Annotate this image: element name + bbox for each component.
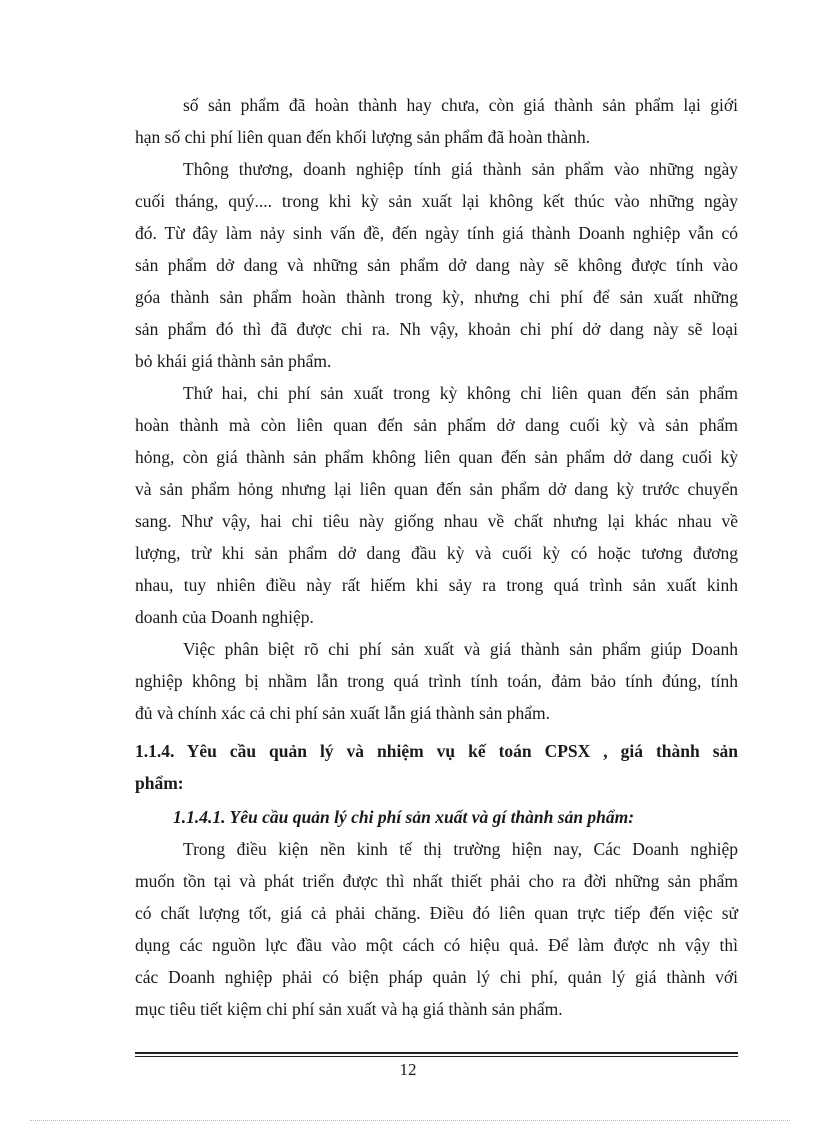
footer-rule-thin — [135, 1056, 738, 1057]
text-line: nghiệp không bị nhầm lẫn trong quá trình tính toán, đảm bảo tính đúng, tính — [135, 671, 738, 691]
text-line: cuối tháng, quý.... trong khi kỳ sản xuất lại không kết thúc vào những ngày — [135, 191, 738, 211]
text-line: muốn tồn tại và phát triển được thì nhất thiết phải cho ra đời những sản phẩm — [135, 871, 738, 891]
text-line: lượng, trừ khi sản phẩm dở dang đầu kỳ và cuối kỳ có hoặc tương đương — [135, 543, 738, 563]
body-text — [135, 89, 738, 1025]
text-line: dụng các nguồn lực đầu vào một cách có hiệu quả. Để làm được nh vậy thì — [135, 935, 738, 955]
text-line: Thứ hai, chi phí sản xuất trong kỳ không chỉ liên quan đến sản phẩm — [183, 383, 738, 403]
text-line: sản phẩm đó thì đã được chi ra. Nh vậy, khoản chi phí dở dang này sẽ loại — [135, 319, 738, 339]
text-line: góa thành sản phẩm hoàn thành trong kỳ, nhưng chi phí để sản xuất những — [135, 287, 738, 307]
text-line: Việc phân biệt rõ chi phí sản xuất và giá thành sản phẩm giúp Doanh — [183, 639, 738, 659]
section-heading-line-2: phẩm: — [135, 773, 184, 793]
text-line: hỏng, còn giá thành sản phẩm không liên quan đến sản phẩm dở dang cuối kỳ — [135, 447, 738, 467]
subsection-heading: 1.1.4.1. Yêu cầu quản lý chi phí sản xuất và gí thành sản phẩm: — [173, 807, 635, 827]
text-line: bỏ khái giá thành sản phẩm. — [135, 351, 332, 371]
page-number: 12 — [399, 1060, 417, 1079]
text-line: Trong điều kiện nền kinh tế thị trường hiện nay, Các Doanh nghiệp — [183, 839, 738, 859]
text-line: có chất lượng tốt, giá cả phải chăng. Điều đó liên quan trực tiếp đến việc sử — [135, 903, 738, 923]
text-line: số sản phẩm đã hoàn thành hay chưa, còn giá thành sản phẩm lại giới — [183, 95, 738, 115]
text-line: sang. Như vậy, hai chỉ tiêu này giống nhau về chất nhưng lại khác nhau về — [135, 511, 738, 531]
text-line: Thông thương, doanh nghiệp tính giá thành sản phẩm vào những ngày — [183, 159, 738, 179]
text-line: hoàn thành mà còn liên quan đến sản phẩm dở dang cuối kỳ và sản phẩm — [135, 415, 738, 435]
text-line: và sản phẩm hỏng nhưng lại liên quan đến sản phẩm dở dang kỳ trước chuyển — [135, 479, 738, 499]
text-line: hạn số chi phí liên quan đến khối lượng sản phẩm đã hoàn thành. — [135, 127, 591, 147]
text-line: đủ và chính xác cả chi phí sản xuất lẫn giá thành sản phẩm. — [135, 703, 551, 723]
text-line: sản phẩm dở dang và những sản phẩm dở dang này sẽ không được tính vào — [135, 255, 738, 275]
text-line: nhau, tuy nhiên điều này rất hiếm khi sảy ra trong quá trình sản xuất kinh — [135, 575, 738, 595]
text-line: đó. Từ đây làm nảy sinh vấn đề, đến ngày tính giá thành Doanh nghiệp vẫn có — [135, 223, 738, 243]
footer-rule-thick — [135, 1052, 738, 1054]
text-line: các Doanh nghiệp phải có biện pháp quản lý chi phí, quản lý giá thành với — [135, 967, 738, 987]
paragraph-group — [135, 89, 738, 729]
section-heading-line-1: 1.1.4. Yêu cầu quản lý và nhiệm vụ kế toán CPSX , giá thành sản — [135, 741, 738, 761]
page-bottom-divider — [30, 1120, 790, 1121]
text-line: doanh của Doanh nghiệp. — [135, 607, 314, 627]
paragraph-group — [135, 833, 738, 1025]
text-line: mục tiêu tiết kiệm chi phí sản xuất và hạ giá thành sản phẩm. — [135, 999, 563, 1019]
